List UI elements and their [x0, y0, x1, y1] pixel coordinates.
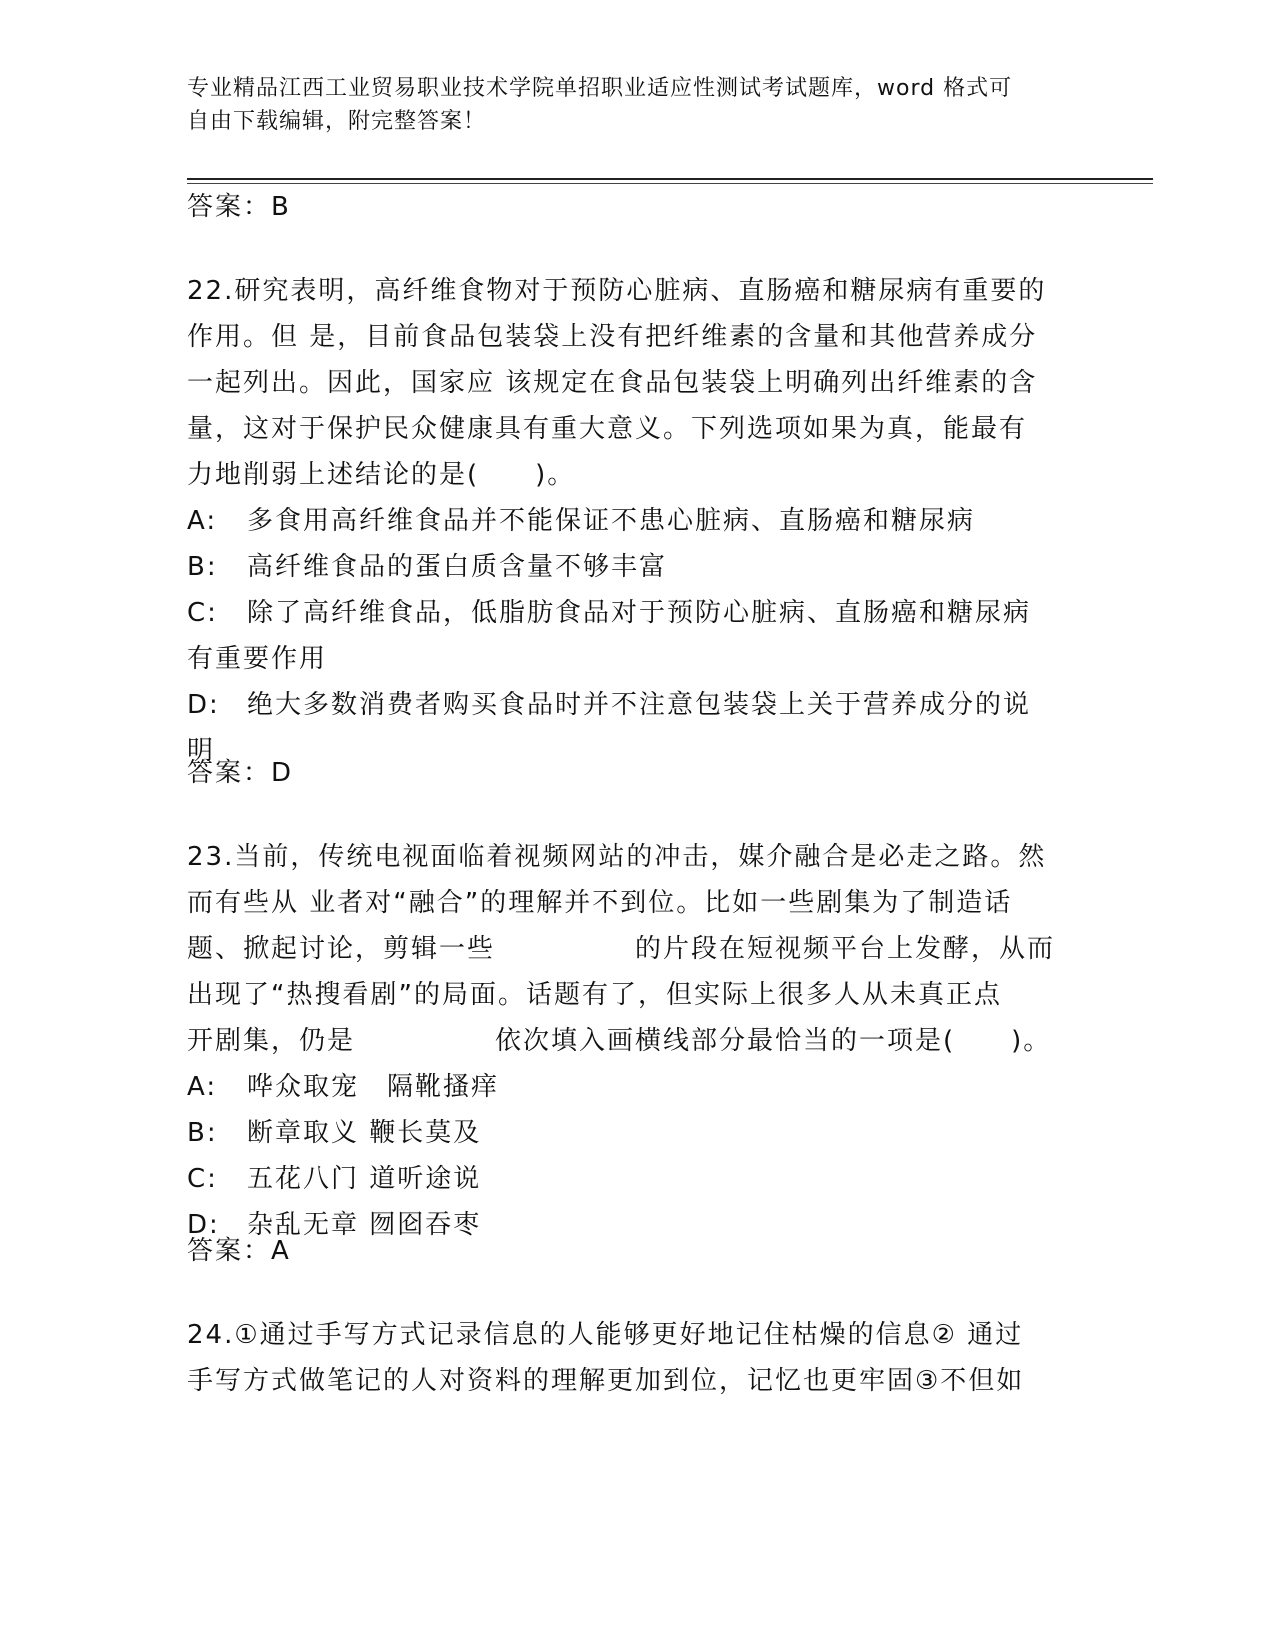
question-line: 一起列出。因此，国家应 该规定在食品包装袋上明确列出纤维素的含 — [187, 368, 1038, 398]
option-text: 杂乱无章 囫囵吞枣 — [247, 1210, 482, 1240]
option-label: B: — [187, 552, 218, 582]
question-line: 出现了“热搜看剧”的局面。话题有了，但实际上很多人从未真正点 — [187, 980, 1002, 1010]
option-c-continuation: 有重要作用 — [187, 644, 328, 674]
option-text: 绝大多数消费者购买食品时并不注意包装袋上关于营养成分的说 — [247, 690, 1032, 720]
option-label: C: — [187, 598, 218, 628]
option-c — [187, 1156, 1067, 1202]
question-line: 23.当前，传统电视面临着视频网站的冲击，媒介融合是必走之路。然 — [187, 842, 1047, 872]
option-d-continuation: 明 — [187, 736, 216, 766]
option-text: 除了高纤维食品，低脂肪食品对于预防心脏病、直肠癌和糖尿病 — [247, 598, 1032, 628]
option-label: A: — [187, 506, 218, 536]
option-label: D: — [187, 690, 220, 720]
option-label: B: — [187, 1118, 218, 1148]
question-line: 手写方式做笔记的人对资料的理解更加到位，记忆也更牢固③不但如 — [187, 1366, 1025, 1396]
option-b — [187, 1110, 1067, 1156]
question-line: 量，这对于保护民众健康具有重大意义。下列选项如果为真，能最有 — [187, 414, 1028, 444]
question-line: 力地削弱上述结论的是( )。 — [187, 460, 576, 490]
header-line-1: 专业精品江西工业贸易职业技术学院单招职业适应性测试考试题库，word 格式可 — [187, 76, 1013, 101]
option-c — [187, 590, 1067, 636]
option-b — [187, 544, 1067, 590]
question-line: 而有些从 业者对“融合”的理解并不到位。比如一些剧集为了制造话 — [187, 888, 1013, 918]
option-text: 哗众取宠 隔靴搔痒 — [247, 1072, 500, 1102]
question-line: 题、掀起讨论，剪辑一些 的片段在短视频平台上发酵，从而 — [187, 934, 1056, 964]
answer-previous: 答案：B — [187, 192, 291, 222]
question-line: 24.①通过手写方式记录信息的人能够更好地记住枯燥的信息② 通过 — [187, 1320, 1024, 1350]
header-line-2: 自由下载编辑，附完整答案！ — [187, 109, 487, 134]
option-d — [187, 682, 1067, 728]
option-label: D: — [187, 1210, 220, 1240]
header-rule-thin — [187, 183, 1153, 184]
option-text: 五花八门 道听途说 — [247, 1164, 482, 1194]
question-line: 开剧集，仍是 依次填入画横线部分最恰当的一项是( )。 — [187, 1026, 1052, 1056]
answer-23: 答案：A — [187, 1236, 291, 1266]
option-label: C: — [187, 1164, 218, 1194]
option-text: 高纤维食品的蛋白质含量不够丰富 — [247, 552, 668, 582]
option-text: 断章取义 鞭长莫及 — [247, 1118, 482, 1148]
option-text: 多食用高纤维食品并不能保证不患心脏病、直肠癌和糖尿病 — [247, 506, 976, 536]
question-line: 作用。但 是，目前食品包装袋上没有把纤维素的含量和其他营养成分 — [187, 322, 1038, 352]
question-22 — [187, 268, 1067, 774]
option-a — [187, 1064, 1067, 1110]
option-a — [187, 498, 1067, 544]
option-label: A: — [187, 1072, 218, 1102]
question-24 — [187, 1312, 1067, 1404]
header-rule-thick — [187, 178, 1153, 180]
page-header — [187, 72, 1067, 138]
question-line: 22.研究表明，高纤维食物对于预防心脏病、直肠癌和糖尿病有重要的 — [187, 276, 1047, 306]
question-23 — [187, 834, 1067, 1248]
answer-22: 答案：D — [187, 758, 294, 788]
